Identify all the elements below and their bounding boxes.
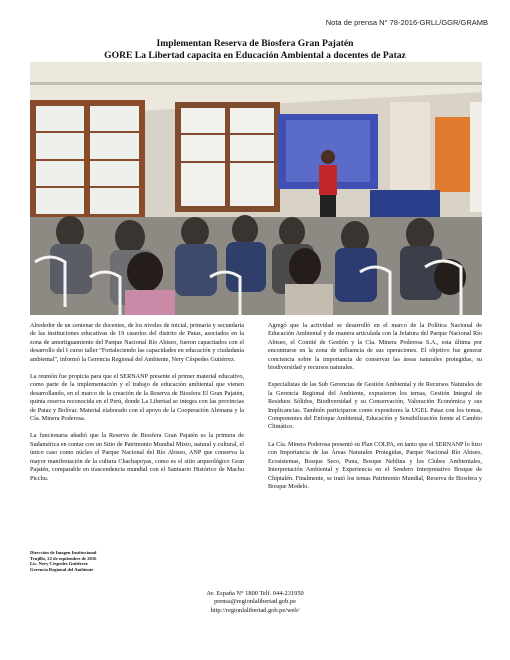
credit-line: Trujillo, 22 de septiembre de 2016 [30,555,97,561]
event-photo [30,62,482,315]
contact-footer [150,590,360,615]
credit-line: Dirección de Imagen Institucional [30,550,97,555]
paragraph: Agregó que la actividad se desarrolló en el marco de la Política Nacional de Educación Ambiental y de manera articulada con la Jefatura del Parque Nacional Río Abiseo, el Comité de Gestión y la Cía. Minera Poderosa S.A., esta última por encontrarse en la zona de influencia de sus operaciones. El objetivo fue generar conciencia sobre la importancia de conservar las áreas naturales protegidas, su biodiversidad y recursos naturales. [268,322,482,372]
paragraph: La funcionaria añadió que la Reserva de Biosfera Gran Pajatén es la primera de Sudamérica en contar con un Sitio de Patrimonio Mundial Mixto, natural y cultural, el único caso como núcleo el Parque Nacional del Río Abiseo, ANP que conserva la mayor manifestación de la cultura Chachapoyas, como es el sitio arqueológico Gran Pajatén, comparable en trascendencia mundial con el Santuario Histórico de Machu Picchu. [30,432,244,482]
headline-title: Implementan Reserva de Biosfera Gran Pajatén [156,38,354,49]
paragraph: La reunión fue propicia para que el SERNANP presente el primer material educativo, como parte de la implementación y el trabajo de educación ambiental que vienen desarrollando, en el marco de la creación de la Reserva de Biosfera El Gran Pajatén, quinta reserva reconocida en el Perú, donde La Libertad se integra con las provincias de Pataz y Bolívar. Material elaborado con el apoyo de la Cooperación Alemana y la Cía. Minera Poderosa. [30,373,244,423]
credit-line: Lic. Nery Céspedes Gutiérrez [30,561,88,567]
footer-url[interactable]: http://regionlalibertad.gob.pe/web/ [210,606,300,614]
credits-block [30,550,210,572]
article-column-right [268,322,482,500]
headline-subtitle: GORE La Libertad capacita en Educación Ambiental a docentes de Pataz [104,50,406,61]
headline-block [30,38,480,62]
credit-line: Gerencia Regional del Ambiente [30,566,94,572]
paragraph: La Cía. Minera Poderosa presentó su Plan COLPA, en tanto que el SERNANP lo hizo con Importancia de las Áreas Naturales Protegidas, Parque Nacional Río Abiseo, Ecosistemas, Bosque Seco, Puna, Bosque Neblina y los Clubes Ambientales, Interpretación Ambiental y Experiencia en el Sendero Interpretativo Bosque de Chiptalén. Finalmente, se trató los temas Patrimonio Mundial, Reserva de Biosfera y Bosque Modelo. [268,440,482,490]
footer-address: Av. España N° 1800 Telf. 044-231950 [206,590,304,597]
press-note-number: Nota de prensa N° 78-2016-GRLL/GGR/GRAMB [325,18,488,27]
paragraph: Especialistas de las Sub Gerencias de Gestión Ambiental y de Recursos Naturales de la Gerencia Regional del Ambiente, expusieron los temas, Gestión Integral de Residuos Sólidos, Biodiversidad y su Conservación, Valoración Económica y sus Implicancias. También participaron como expositores la UGEL Pataz con los temas, Componentes del Enfoque Ambiental, Educación y Sensibilización frente al Cambio Climático. [268,381,482,431]
paragraph: Alrededor de un centenar de docentes, de los niveles de inicial, primaria y secundaria de las instituciones educativas de 19 caseríos del distrito de Pataz, asociados en la zona de amortiguamiento del Parque Nacional Río Abiseo, fueron capacitados con el desarrollo del I curso taller "Fortaleciendo las capacidades en educación y ciudadanía ambiental", informó la Gerencia Regional del Ambiente, Nery Céspedes Gutiérrez. [30,322,244,363]
training-room-photo [30,62,482,315]
article-column-left [30,322,244,492]
footer-email[interactable]: prensa@regionlalibertad.gob.pe [214,598,296,606]
